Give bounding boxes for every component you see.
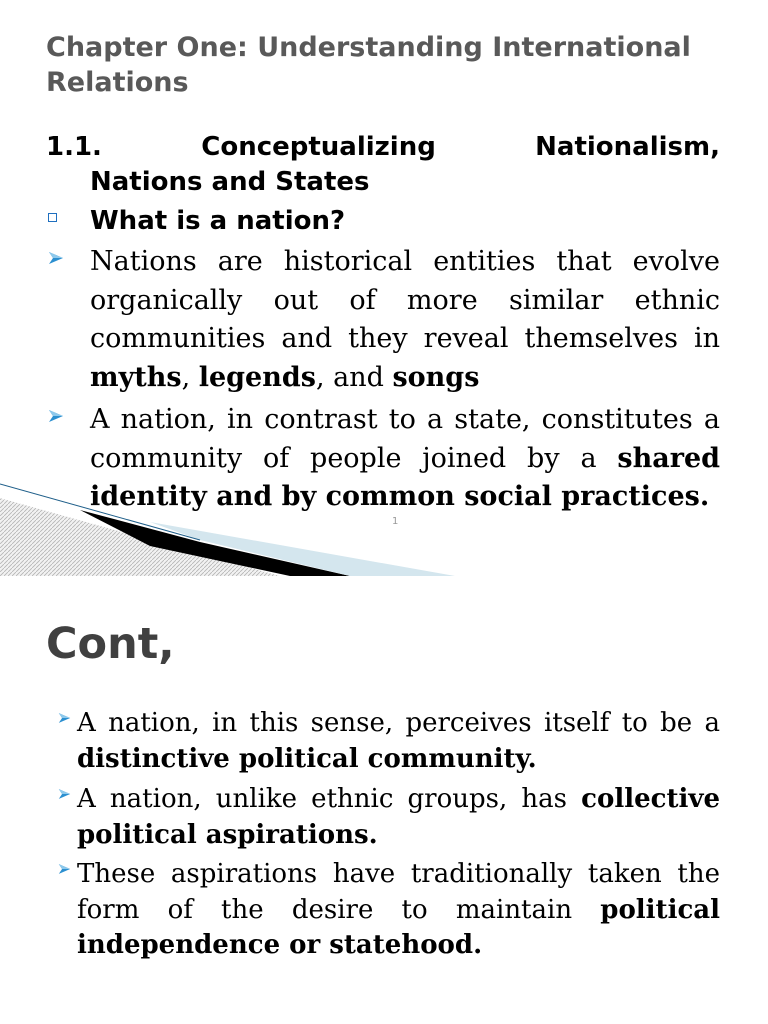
section-heading-line2: Nations and States: [90, 167, 370, 197]
hollow-square-bullet-icon: [48, 213, 57, 222]
question-bullet: [46, 204, 720, 238]
slide-2: [0, 576, 768, 1024]
bullet-paragraph: A nation, in contrast to a state, constitutes a community of people joined by a shared identity and by common social practices.: [90, 404, 720, 512]
slide-title: Cont,: [46, 619, 175, 669]
bullet-paragraph: A nation, unlike ethnic groups, has collective political aspirations.: [77, 784, 720, 850]
arrowhead-bullet-icon: [58, 788, 71, 800]
bullet-paragraph: These aspirations have traditionally taken the form of the desire to maintain political independence or statehood.: [77, 859, 720, 960]
arrowhead-bullet-icon: [58, 863, 71, 875]
page-number: 1: [392, 516, 399, 527]
bullet-paragraph: A nation, in this sense, perceives itself to be a distinctive political community.: [77, 708, 720, 774]
arrowhead-bullet-icon: [48, 409, 64, 423]
arrowhead-bullet-icon: [48, 251, 64, 265]
arrowhead-bullet-icon: [58, 712, 71, 724]
section-number: 1.1.: [46, 132, 102, 162]
question-text: What is a nation?: [90, 206, 346, 236]
slide-title: Chapter One: Understanding International Relations: [46, 32, 691, 98]
section-heading-word: Conceptualizing: [201, 132, 436, 162]
section-heading-word: Nationalism,: [535, 132, 720, 162]
section-heading: [46, 130, 720, 200]
bullet-paragraph: Nations are historical entities that evolve organically out of more similar ethnic communities and they reveal themselves in myths, legends, and songs: [90, 246, 720, 393]
